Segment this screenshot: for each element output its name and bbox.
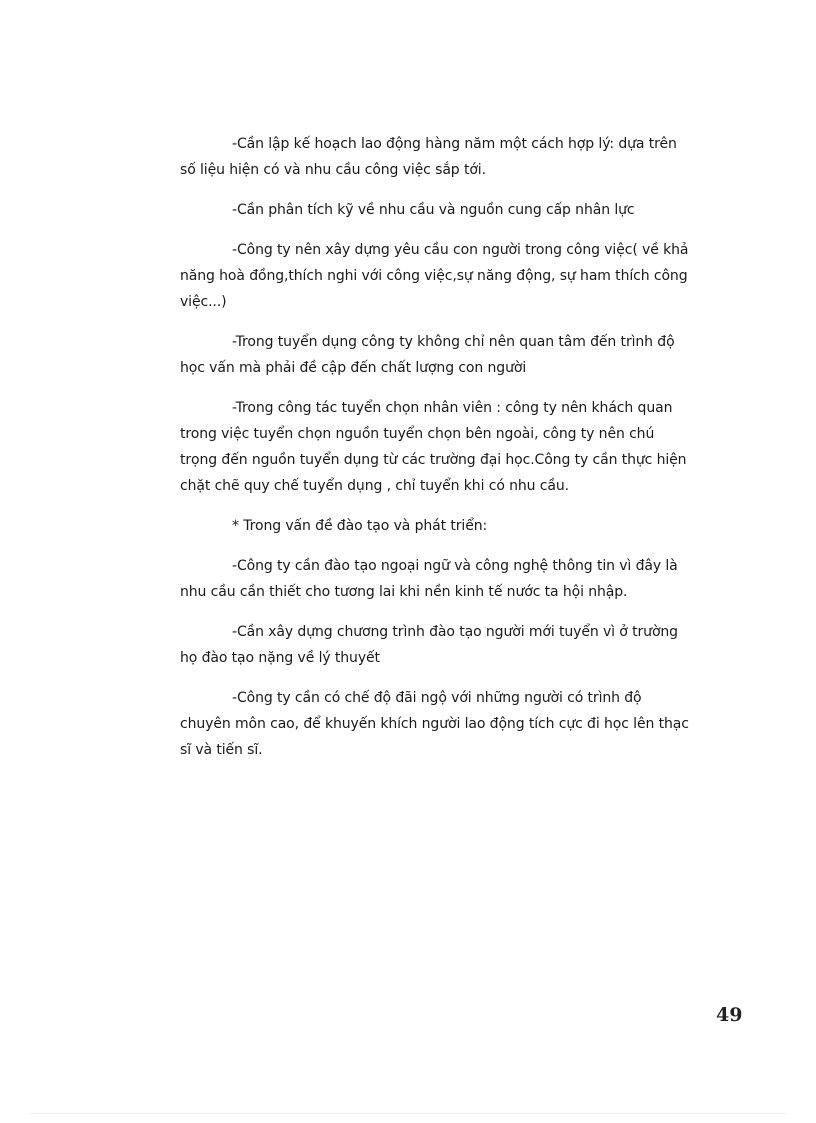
paragraph-benefits-policy: -Công ty cần có chế độ đãi ngộ với những người có trình độ chuyên môn cao, để khuyến khích người lao động tích cực đi học lên thạc sĩ và tiến sĩ. xyxy=(180,690,689,758)
paragraph-staff-requirements: -Công ty nên xây dựng yêu cầu con người trong công việc( về khả năng hoà đồng,thích nghi với công việc,sự năng động, sự ham thích công việc...) xyxy=(180,242,689,310)
body-text xyxy=(180,131,690,777)
paragraph-labor-planning: -Cần lập kế hoạch lao động hàng năm một cách hợp lý: dựa trên số liệu hiện có và nhu cầu công việc sắp tới. xyxy=(180,136,677,178)
paragraph-recruitment-quality: -Trong tuyển dụng công ty không chỉ nên quan tâm đến trình độ học vấn mà phải đề cập đến chất lượng con người xyxy=(180,334,675,376)
paragraph-new-hire-program: -Cần xây dựng chương trình đào tạo người mới tuyển vì ở trường họ đào tạo nặng về lý thuyết xyxy=(180,624,678,666)
paragraph-language-it-training: -Công ty cần đào tạo ngoại ngữ và công nghệ thông tin vì đây là nhu cầu cần thiết cho tương lai khi nền kinh tế nước ta hội nhập. xyxy=(180,558,678,600)
page-bottom-divider xyxy=(30,1113,786,1114)
paragraph-staff-selection: -Trong công tác tuyển chọn nhân viên : công ty nên khách quan trong việc tuyển chọn nguồn tuyển chọn bên ngoài, công ty nên chú trọng đến nguồn tuyển dụng từ các trường đại học.Công ty cần thực hiện chặt chẽ quy chế tuyển dụng , chỉ tuyển khi có nhu cầu. xyxy=(180,400,687,494)
paragraph-supply-analysis: -Cần phân tích kỹ về nhu cầu và nguồn cung cấp nhân lực xyxy=(232,202,635,218)
paragraph-training-heading: * Trong vấn đề đào tạo và phát triển: xyxy=(232,518,488,534)
page-number: 49 xyxy=(716,1004,743,1026)
